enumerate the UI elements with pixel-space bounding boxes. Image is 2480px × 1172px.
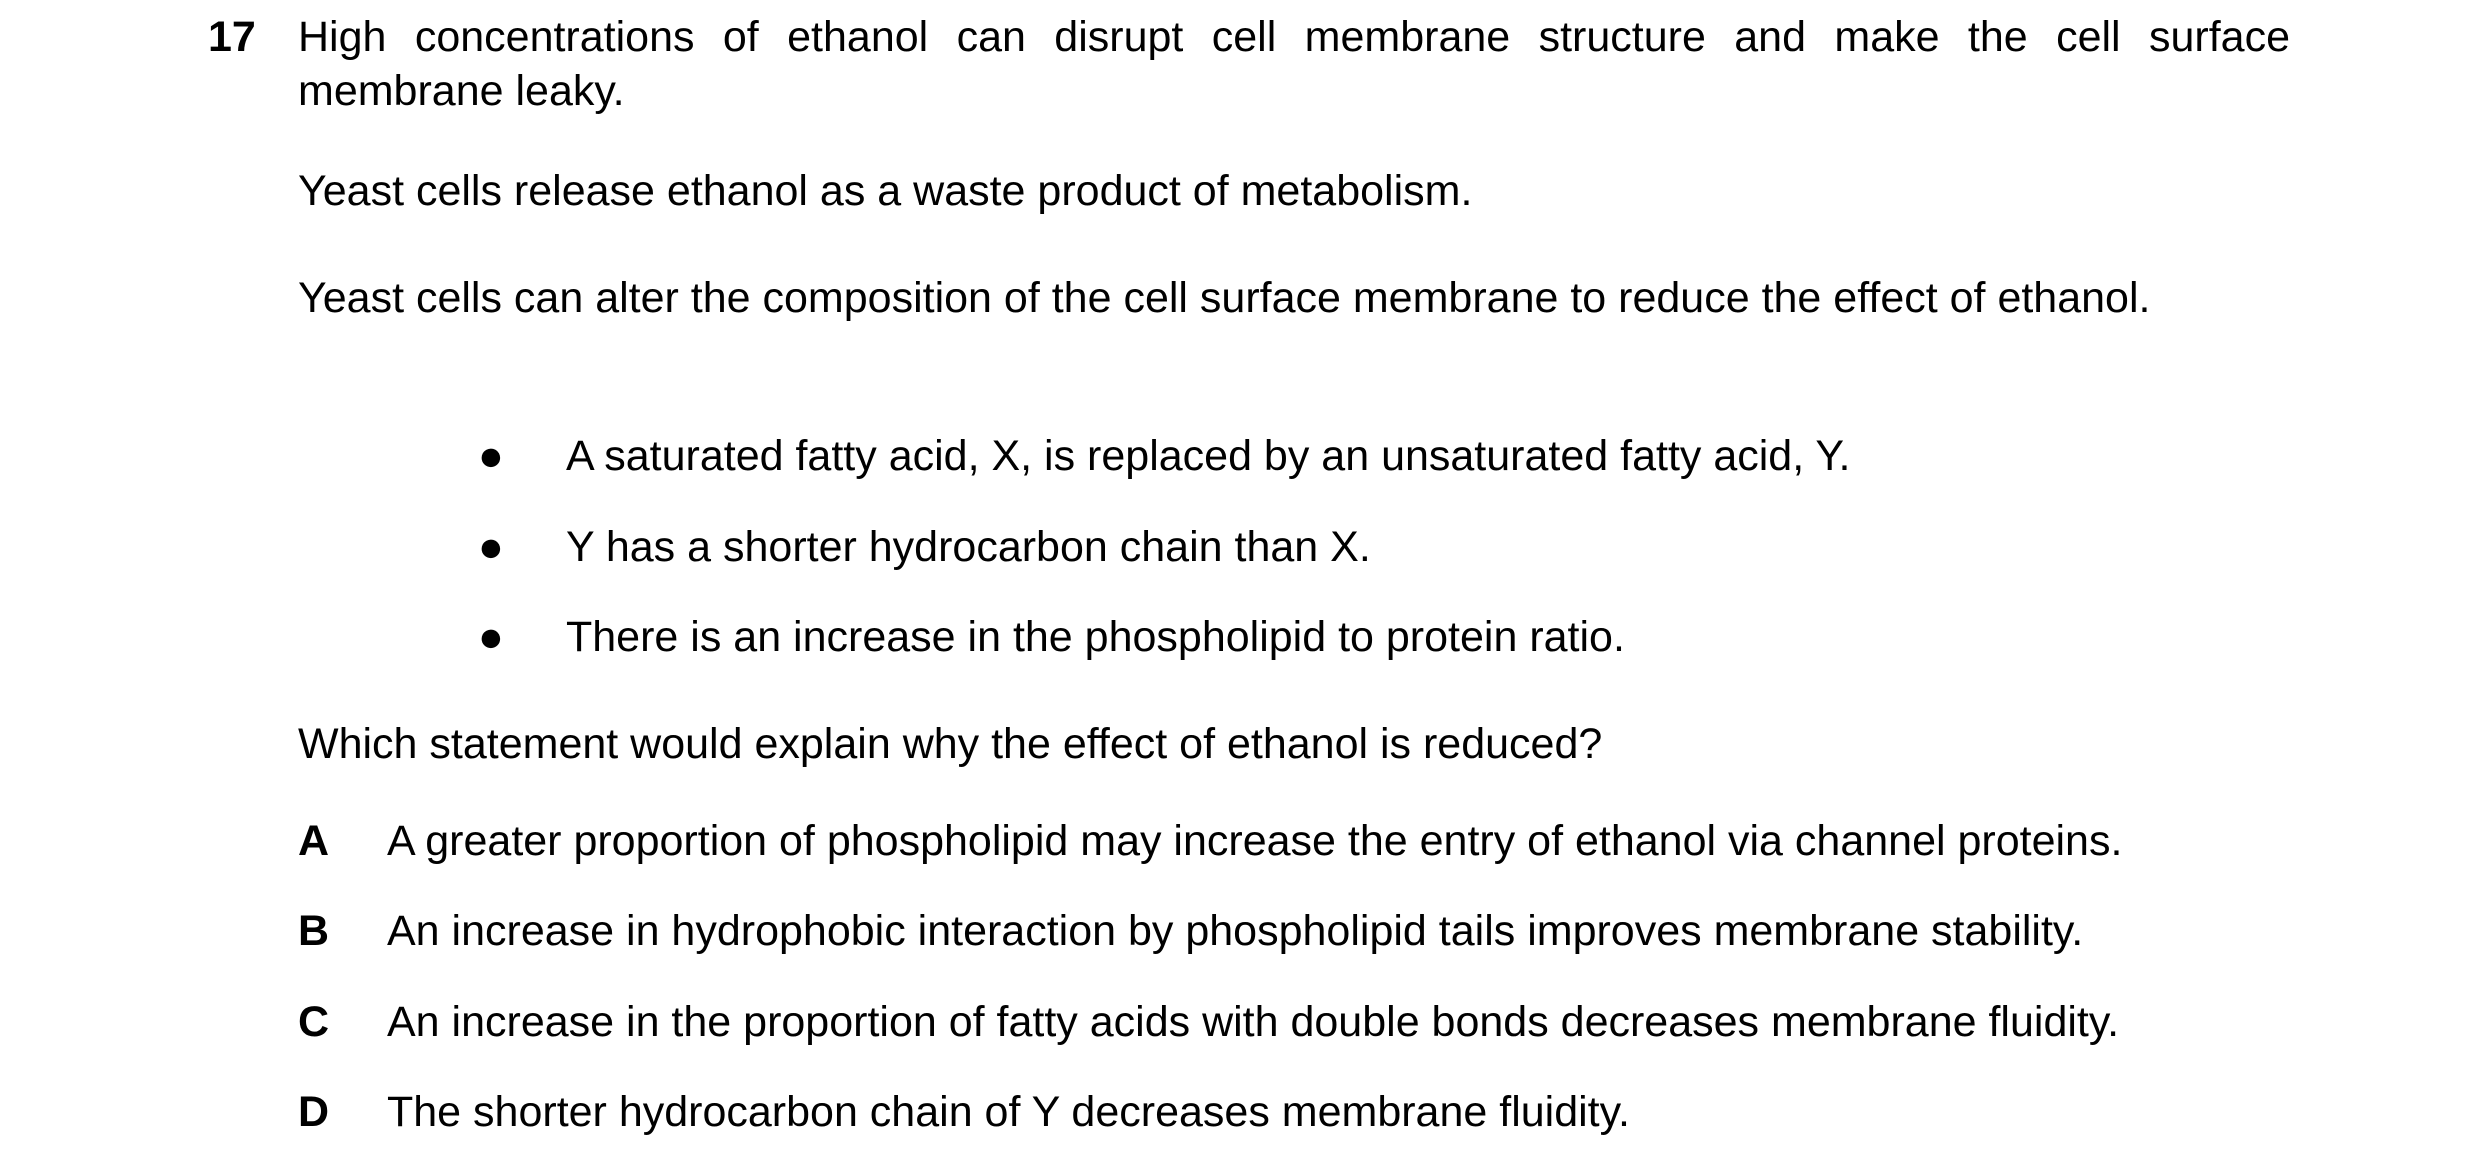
- option-letter-b: B: [298, 907, 330, 955]
- question-prompt: Which statement would explain why the effect of ethanol is reduced?: [298, 720, 1603, 768]
- stem-paragraph-3: Yeast cells can alter the composition of the cell surface membrane to reduce the effect of ethanol.: [298, 274, 2151, 322]
- option-letter-d: D: [298, 1088, 330, 1136]
- question-number: 17: [208, 13, 256, 61]
- bullet-item-2: Y has a shorter hydrocarbon chain than X.: [566, 523, 1371, 571]
- bullet-item-3: There is an increase in the phospholipid to protein ratio.: [566, 613, 1625, 661]
- option-letter-a: A: [298, 817, 330, 865]
- bullet-dot-icon: ●: [478, 523, 504, 571]
- option-text-c: An increase in the proportion of fatty acids with double bonds decreases membrane fluidity.: [387, 998, 2120, 1046]
- option-text-a: A greater proportion of phospholipid may increase the entry of ethanol via channel proteins.: [387, 817, 2123, 865]
- stem-paragraph-2: Yeast cells release ethanol as a waste product of metabolism.: [298, 167, 1473, 215]
- bullet-item-1: A saturated fatty acid, X, is replaced by an unsaturated fatty acid, Y.: [566, 432, 1851, 480]
- option-text-b: An increase in hydrophobic interaction by phospholipid tails improves membrane stability.: [387, 907, 2084, 955]
- option-text-d: The shorter hydrocarbon chain of Y decreases membrane fluidity.: [387, 1088, 1630, 1136]
- bullet-dot-icon: ●: [478, 613, 504, 661]
- bullet-dot-icon: ●: [478, 432, 504, 480]
- option-letter-c: C: [298, 998, 330, 1046]
- stem-paragraph-1: High concentrations of ethanol can disrupt cell membrane structure and make the cell surface membrane leaky.: [298, 13, 2290, 115]
